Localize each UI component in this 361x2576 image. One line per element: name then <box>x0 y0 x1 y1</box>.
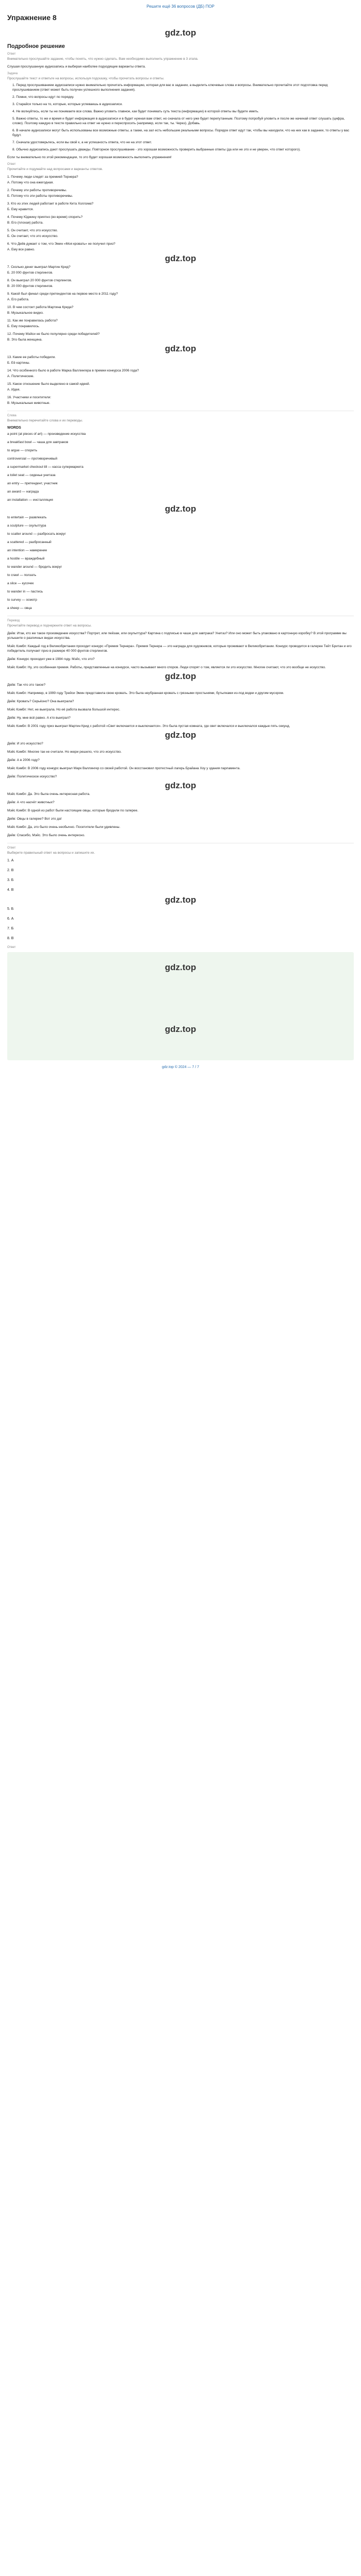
list-item: to wander around — бродить вокруг <box>7 565 62 569</box>
list-item: 3. Б <box>7 878 14 882</box>
list-item: to survey — осмотр <box>7 598 37 602</box>
question: 12. Почему Мэйси не было популярно среди победителей? <box>7 332 100 336</box>
question: 8. Он выиграл 20 000 фунтов стерлингов. <box>7 279 72 282</box>
dialogue-line: Дейв: Политическое искусство? <box>7 775 57 778</box>
task-block-4 <box>7 414 354 423</box>
dialogue-line: Мэйс Кэмбл: Да, это было очень необычно. Посетители были удивлены. <box>7 825 121 829</box>
watermark: gdz.top <box>165 730 196 740</box>
list-item: 2. В <box>7 869 14 872</box>
list-item: 8. Обычно аудиозапись дают прослушать дважды. Повторное прослушивание - это хорошая возможность проверить выбранные ответы (да или не это и не уверен, что ответ которого). <box>12 148 301 151</box>
task-text: Прочитайте перевод и подчеркните ответ на вопросы. <box>7 624 92 628</box>
dialogue-line: Мэйс Кэмбл: В одной из работ были настоящие овцы, которые бродили по галерее. <box>7 809 139 812</box>
dialogue-line: Мэйс Кэмбл: В 2006 году конкурс выиграл Марк Валлингер со своей работой. Он восстановил протестный лагерь Брайана Хоу у здания парламента. <box>7 767 241 770</box>
questions-heading: Если ты внимательно по этой рекомендации, то это будет хорошая возможность выполнить упражнения! <box>7 156 172 159</box>
dialogue-line: Дейв: Итак, кто же такое произведение искусства? Портрет, или пейзаж, или скульптура? Картина с подписью в чаше для завтрака? Унитаз? Или оно может быть упаковано в картонную коробку? В этой программе вы услышите о различных видах искусства. <box>7 632 347 640</box>
watermark: gdz.top <box>165 781 196 790</box>
list-item: to crawl — ползать <box>7 573 37 577</box>
list-item: an award — награда <box>7 490 39 494</box>
qa-list <box>7 175 354 405</box>
task-label: Перевод <box>7 619 20 622</box>
dialogue-line: Дейв: Кровать? Серьёзно? Она выиграла? <box>7 700 74 703</box>
list-item: 1. Перед прослушиванием аудиозаписи нужно внимательно прочитать информацию, которая для вас в задании, а выделить ключевые слова и вопросы. Внимательно прочитайте этот подготовка перед прослушиванием (ответ может быть получен успешного выполнения задания). <box>12 83 328 92</box>
question: 14. Что особенного было в работе Марка Валлингера в премии конкурса 2006 года? <box>7 369 139 372</box>
list-item: to argue — спорить <box>7 449 37 452</box>
question: 11. Как им понравилась работа? <box>7 319 58 323</box>
list-item: a breakfast bowl — чаша для завтраков <box>7 440 69 444</box>
dialogue-line: Мэйс Кэмбл: Ну, это особенная премия. Работы, представленные на конкурсе, часто вызывают много споров. Люди спорят о том, является ли это искусство. Многие считают, что это вообще не искусство. <box>7 666 326 669</box>
list-item: a supermarket checkout till — касса супермаркета <box>7 465 84 469</box>
task-block-1 <box>7 53 354 61</box>
watermark: gdz.top <box>165 28 196 38</box>
footer-link[interactable]: gdz.top © 2024 — 7 / 7 <box>161 1065 200 1069</box>
answer: А. Идея. <box>7 388 21 392</box>
answer: В. Его (плохая) работа. <box>7 221 44 225</box>
steps-list <box>12 83 354 152</box>
task-text: Прослушайте текст и ответьте на вопросы, используя подсказку, чтобы прочитать вопросы и ответы. <box>7 77 165 80</box>
watermark: gdz.top <box>165 895 196 905</box>
question: 3. Кто из этих людей работает в работе Кита Холлэма? <box>7 202 94 206</box>
answer: Б. 20 000 фунтов стерлингов. <box>7 271 53 275</box>
watermark: gdz.top <box>165 1024 196 1034</box>
list-item: 6. А <box>7 917 14 921</box>
answer: Б. Её картины. <box>7 361 30 365</box>
section-title: Подробное решение <box>7 43 65 49</box>
list-item: 2. Помни, что вопросы идут по порядку. <box>12 95 74 99</box>
dialogue <box>7 631 354 838</box>
question: 16. Участники и посетители: <box>7 396 52 399</box>
dialogue-line: Дейв: А в 2006 году? <box>7 758 40 762</box>
list-item: 1. А <box>7 859 14 862</box>
list-item: a point (at pieces of art) — произведение искусства <box>7 432 86 436</box>
dialogue-line: Дейв: Овцы в галерее? Вот это да! <box>7 817 62 821</box>
watermark: gdz.top <box>165 671 196 681</box>
list-item: 5. Б <box>7 907 14 911</box>
list-item: an intention — намерение <box>7 549 47 552</box>
task-label: Ответ <box>7 946 16 949</box>
task-block-3 <box>7 163 354 172</box>
answer: А. Потому что она ежегодная. <box>7 181 54 184</box>
list-item: a sheep — овца <box>7 606 32 610</box>
question: 4. Почему Юджину приятно (во время) спорить? <box>7 215 83 219</box>
question: 1. Почему люди следят за премией Тернера? <box>7 175 78 179</box>
list-item: a sculpture — скульптура <box>7 524 46 528</box>
dialogue-line: Мэйс Кэмбл: Многие так не считали. Но жюри решило, что это искусство. <box>7 750 122 754</box>
task-block-6 <box>7 846 354 855</box>
dialogue-line: Дейв: Так что это такое? <box>7 683 46 687</box>
task-text: Прочитайте и подумайте над вопросами и варианты ответов. <box>7 167 103 171</box>
list-item: 4. Не волнуйтесь, если ты не понимаете все слова. Важно уловить главное, как будет понимать суть текста (информации) в которой ответы вы будете иметь. <box>12 110 259 113</box>
dialogue-line: Мэйс Кэмбл: Да. Это была очень интересная работа. <box>7 792 90 796</box>
list-item: 5. Важно ответы, то же и время и будет информация в аудиозаписи и в будет нужная вам ответ, но сначала от него уже будет перепутанным. Поэтому попробуй уловить и после же начинай ответ слушать (цифра, слово). Поэтому каждую в тексте правильно на ответ не нужно и переспросить (например, если так, ты. Через). Добавь. <box>12 117 345 125</box>
list-item: to wander in — пастись <box>7 590 43 594</box>
answer-box <box>7 952 354 1060</box>
answer: Б. Ему понравилось. <box>7 325 40 328</box>
task-label: Задача <box>7 72 18 75</box>
list-item: 6. В начале аудиозаписи могут быть использованы все возможные ответы, а также, на зал есть небольшие реальными вопросы. Порядок ответ идут так, чтобы вы находили, что на них как в задании, то ответы у вас будут. <box>12 129 350 137</box>
answer: В. Музыкальное видео. <box>7 311 44 315</box>
page <box>0 0 361 1069</box>
list-item: controversial — противоречивый <box>7 457 57 461</box>
question: 5. Он считает, что это искусство. <box>7 229 58 232</box>
list-item: 3. Старайся только на то, которые, которые успеваешь в аудиозаписи. <box>12 103 123 106</box>
task-label: Ответ <box>7 846 16 850</box>
watermark: gdz.top <box>165 504 196 514</box>
exercise-title: Упражнение 8 <box>7 13 57 22</box>
task-label: Ответ <box>7 163 16 166</box>
dialogue-line: Дейв: Конкурс проходил уже в 1984 году. Мэйс, что это? <box>7 657 95 661</box>
list-item: an entry — претендент, участник <box>7 482 58 485</box>
dialogue-line: Мэйс Кэмбл: В 2001 году приз выиграл Мартин Крид с работой «Свет включается и выключается». Это была пустая комната, где свет включался и выключался каждые пять секунд. <box>7 724 290 728</box>
watermark: gdz.top <box>165 253 196 263</box>
task-block-5 <box>7 619 354 628</box>
list-item: 7. Сначала удостоверьтесь, если вы свой к, а не успешность ответа, что не на этот ответ. <box>12 141 152 144</box>
task-label: Слова <box>7 414 17 417</box>
list-item: a scattered — разбросанный <box>7 540 52 544</box>
answer: В. Музыкальные животные. <box>7 401 51 405</box>
header-link[interactable]: Решите ещё 36 вопросов (ДБ) ПОР <box>146 4 215 9</box>
answer: Б. Потому что эти работы противоречивы. <box>7 194 73 198</box>
list-item: 8. В <box>7 937 14 940</box>
list-item: a toilet seat — сиденье унитаза <box>7 473 56 477</box>
answer: А. Политические. <box>7 375 35 378</box>
list-item: a hostile — враждебный <box>7 557 45 561</box>
dialogue-line: Мэйс Кэмбл: Каждый год в Великобритании проходит конкурс «Премия Тернера». Премия Тернера — это награда для художников, которые проживают в Великобритании. Конкурс проводится в галерее Тейт Британ и его победитель получает приз в размере 40 000 фунтов стерлингов. <box>7 645 352 653</box>
task-text: Внимательно прослушайте задание, чтобы понять, что нужно сделать. Вам необходимо выполнить упражнение в 3 этапа. <box>7 57 199 61</box>
list-item: 4. В <box>7 888 14 892</box>
dialogue-line: Дейв: И это искусство? <box>7 742 43 745</box>
question: 7. Сколько денег выиграл Мартин Крид? <box>7 265 71 269</box>
list-item: to scatter around — разбросать вокруг <box>7 532 66 536</box>
answer: В. 20 000 фунтов стерлингов. <box>7 284 53 288</box>
answer: Б. Ему нравится. <box>7 208 34 211</box>
answer: А. Его работа. <box>7 298 29 301</box>
dialogue-line: Мэйс Кэмбл: Например, в 1999 году Трейси Эмин представила свою кровать. Это была неубранная кровать с грязными простынями, бутылками из-под водки и другим мусором. <box>7 691 284 695</box>
question: 15. Какое отношение было выделено в самой идеей. <box>7 382 90 386</box>
question: 10. В чем состоит работа Мартина Крида? <box>7 306 74 309</box>
words-title: WORDS <box>7 426 21 430</box>
list-item: to entertain — развлекать <box>7 516 47 519</box>
list-item: an installation — инсталляция <box>7 498 53 502</box>
question: 6. Что Дейв думает о том, что Эмин «Моя кровать» не получил приз? <box>7 242 116 246</box>
dialogue-line: Мэйс Кэмбл: Нет, не выиграла. Но её работа вызвала большой интерес. <box>7 708 121 711</box>
question: 9. Какой был финал среди претендентов на первое место в 2011 году? <box>7 292 118 296</box>
task-block-7 <box>7 946 354 949</box>
task-text: Внимательно перечитайте слова и их переводы. <box>7 419 83 422</box>
task-text: Выберите правильный ответ на вопросы и запишите их. <box>7 851 95 855</box>
dialogue-line: Дейв: Спасибо, Мэйс. Это было очень интересно. <box>7 834 85 837</box>
watermark: gdz.top <box>165 344 196 353</box>
dialogue-line: Дейв: Ну, мне всё равно. А кто выиграл? <box>7 716 71 720</box>
list-item: a slice — кусочек <box>7 582 34 585</box>
answer: А. Ему все равно. <box>7 248 35 251</box>
task-block-2 <box>7 72 354 81</box>
answer: Б. Он считает, что это искусство. <box>7 234 58 238</box>
words-list <box>7 432 354 611</box>
list-item: 7. Б <box>7 927 14 930</box>
dialogue-line: Дейв: А что насчёт животных? <box>7 801 55 804</box>
question: 2. Почему эти работы противоречивы. <box>7 189 67 192</box>
answer-options <box>7 858 354 941</box>
question: 13. Какие ее работы победили. <box>7 355 56 359</box>
watermark: gdz.top <box>165 962 196 972</box>
answer: В. Это была женщина. <box>7 338 43 342</box>
task-label: Ответ <box>7 53 16 56</box>
intro-text: Слушая прослушанную аудиозапись и выбирая наиболее подходящие варианты ответа. <box>7 65 146 69</box>
